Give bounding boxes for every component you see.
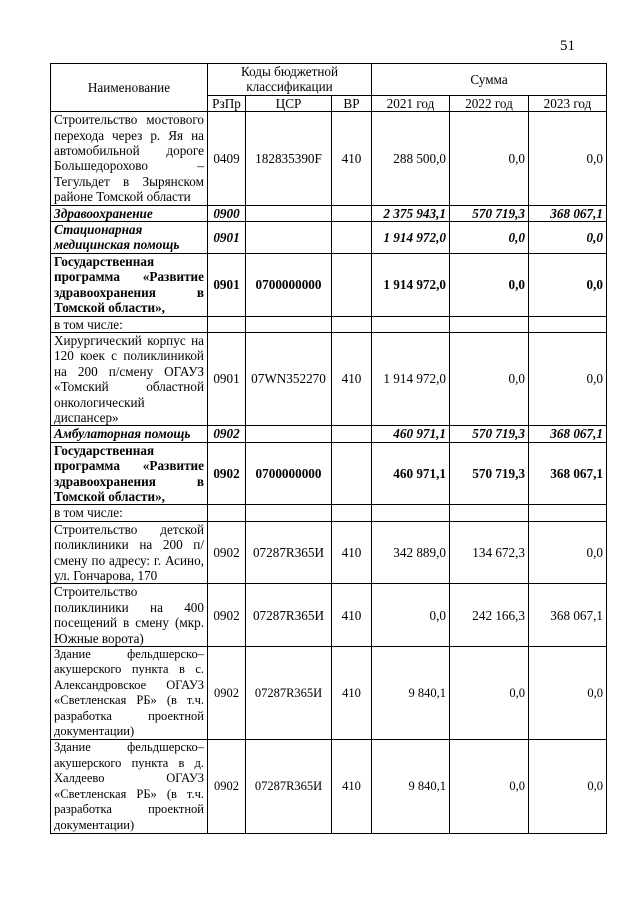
row-2021: 460 971,1 [372, 426, 450, 442]
row-2022 [450, 316, 529, 332]
row-2023 [529, 316, 607, 332]
header-2023: 2023 год [529, 95, 607, 111]
row-rzpr: 0902 [208, 740, 246, 833]
row-2023: 0,0 [529, 740, 607, 833]
header-2021: 2021 год [372, 95, 450, 111]
row-rzpr: 0902 [208, 647, 246, 740]
row-2021: 460 971,1 [372, 442, 450, 505]
row-name: Здание фельдшерско–акушерского пункта в д. Халдеево ОГАУЗ «Светленская РБ» (в т.ч. разработка проектной документации) [51, 740, 208, 833]
row-2023: 0,0 [529, 332, 607, 425]
row-2022: 0,0 [450, 253, 529, 316]
row-name: Здравоохранение [51, 205, 208, 221]
row-csr: 07287R365И [246, 647, 332, 740]
row-csr: 07287R365И [246, 521, 332, 584]
row-vr [332, 442, 372, 505]
row-2021: 0,0 [372, 584, 450, 647]
row-2021: 1 914 972,0 [372, 253, 450, 316]
row-2021 [372, 505, 450, 521]
row-name: Строительство поликлиники на 400 посещений в смену (мкр. Южные ворота) [51, 584, 208, 647]
row-rzpr: 0901 [208, 332, 246, 425]
row-2021: 9 840,1 [372, 740, 450, 833]
row-2021: 288 500,0 [372, 112, 450, 205]
table-row [51, 205, 607, 221]
row-2021: 1 914 972,0 [372, 332, 450, 425]
header-2022: 2022 год [450, 95, 529, 111]
row-csr: 07287R365И [246, 740, 332, 833]
row-2023: 368 067,1 [529, 426, 607, 442]
row-2021 [372, 316, 450, 332]
row-2022: 0,0 [450, 222, 529, 254]
row-name: Здание фельдшерско–акушерского пункта в с. Александровское ОГАУЗ «Светленская РБ» (в т.ч. разработка проектной документации) [51, 647, 208, 740]
row-vr: 410 [332, 584, 372, 647]
row-csr: 182835390F [246, 112, 332, 205]
row-vr: 410 [332, 647, 372, 740]
row-vr [332, 253, 372, 316]
row-2023: 0,0 [529, 222, 607, 254]
header-name: Наименование [51, 64, 208, 112]
row-csr [246, 316, 332, 332]
row-csr: 07287R365И [246, 584, 332, 647]
row-2022: 570 719,3 [450, 426, 529, 442]
row-name: Строительство мостового перехода через р. Яя на автомобильной дороге Большедорохово – Тегульдет в Зырянском районе Томской области [51, 112, 208, 205]
row-csr: 07WN352270 [246, 332, 332, 425]
row-vr: 410 [332, 332, 372, 425]
row-name: Стационарная медицинская помощь [51, 222, 208, 254]
page-number: 51 [560, 38, 575, 54]
header-codes: Коды бюджетной классификации [208, 64, 372, 96]
row-2023 [529, 505, 607, 521]
row-name: Амбулаторная помощь [51, 426, 208, 442]
header-rzpr: РзПр [208, 95, 246, 111]
row-2022: 0,0 [450, 647, 529, 740]
row-name: Строительство детской поликлиники на 200 п/смену по адресу: г. Асино, ул. Гончарова, 170 [51, 521, 208, 584]
row-name: Хирургический корпус на 120 коек с поликлиникой на 200 п/смену ОГАУЗ «Томский областной онкологический диспансер» [51, 332, 208, 425]
row-2022 [450, 505, 529, 521]
table-row [51, 505, 607, 521]
header-sum: Сумма [372, 64, 607, 96]
row-2021: 342 889,0 [372, 521, 450, 584]
row-csr [246, 205, 332, 221]
row-rzpr [208, 505, 246, 521]
row-2022: 0,0 [450, 112, 529, 205]
row-csr [246, 505, 332, 521]
row-rzpr: 0409 [208, 112, 246, 205]
row-rzpr: 0902 [208, 521, 246, 584]
row-rzpr: 0902 [208, 584, 246, 647]
row-rzpr: 0900 [208, 205, 246, 221]
row-name: в том числе: [51, 316, 208, 332]
row-csr: 0700000000 [246, 253, 332, 316]
row-2023: 368 067,1 [529, 584, 607, 647]
row-csr [246, 222, 332, 254]
row-rzpr: 0901 [208, 253, 246, 316]
row-rzpr: 0902 [208, 426, 246, 442]
row-rzpr: 0901 [208, 222, 246, 254]
row-vr [332, 426, 372, 442]
row-vr [332, 222, 372, 254]
row-name: Государственная программа «Развитие здравоохранения в Томской области», [51, 253, 208, 316]
row-vr: 410 [332, 740, 372, 833]
row-2022: 0,0 [450, 740, 529, 833]
row-2022: 0,0 [450, 332, 529, 425]
row-2022: 570 719,3 [450, 442, 529, 505]
table-row [51, 222, 607, 254]
row-2022: 134 672,3 [450, 521, 529, 584]
table-row [51, 647, 607, 740]
budget-table [50, 63, 607, 834]
row-vr [332, 316, 372, 332]
row-2023: 0,0 [529, 112, 607, 205]
header-vr: ВР [332, 95, 372, 111]
row-vr: 410 [332, 112, 372, 205]
row-2022: 242 166,3 [450, 584, 529, 647]
row-2023: 0,0 [529, 253, 607, 316]
header-csr: ЦСР [246, 95, 332, 111]
table-row [51, 316, 607, 332]
row-2023: 0,0 [529, 521, 607, 584]
table-row [51, 740, 607, 833]
table-row [51, 584, 607, 647]
table-row [51, 426, 607, 442]
row-2021: 2 375 943,1 [372, 205, 450, 221]
table-row [51, 442, 607, 505]
row-2023: 368 067,1 [529, 205, 607, 221]
row-vr: 410 [332, 521, 372, 584]
row-csr: 0700000000 [246, 442, 332, 505]
row-2022: 570 719,3 [450, 205, 529, 221]
row-2023: 0,0 [529, 647, 607, 740]
row-2021: 9 840,1 [372, 647, 450, 740]
row-name: в том числе: [51, 505, 208, 521]
row-2023: 368 067,1 [529, 442, 607, 505]
row-rzpr [208, 316, 246, 332]
row-name: Государственная программа «Развитие здравоохранения в Томской области», [51, 442, 208, 505]
table-row [51, 112, 607, 205]
table-row [51, 332, 607, 425]
row-vr [332, 505, 372, 521]
row-vr [332, 205, 372, 221]
row-2021: 1 914 972,0 [372, 222, 450, 254]
row-csr [246, 426, 332, 442]
row-rzpr: 0902 [208, 442, 246, 505]
table-row [51, 521, 607, 584]
table-row [51, 253, 607, 316]
